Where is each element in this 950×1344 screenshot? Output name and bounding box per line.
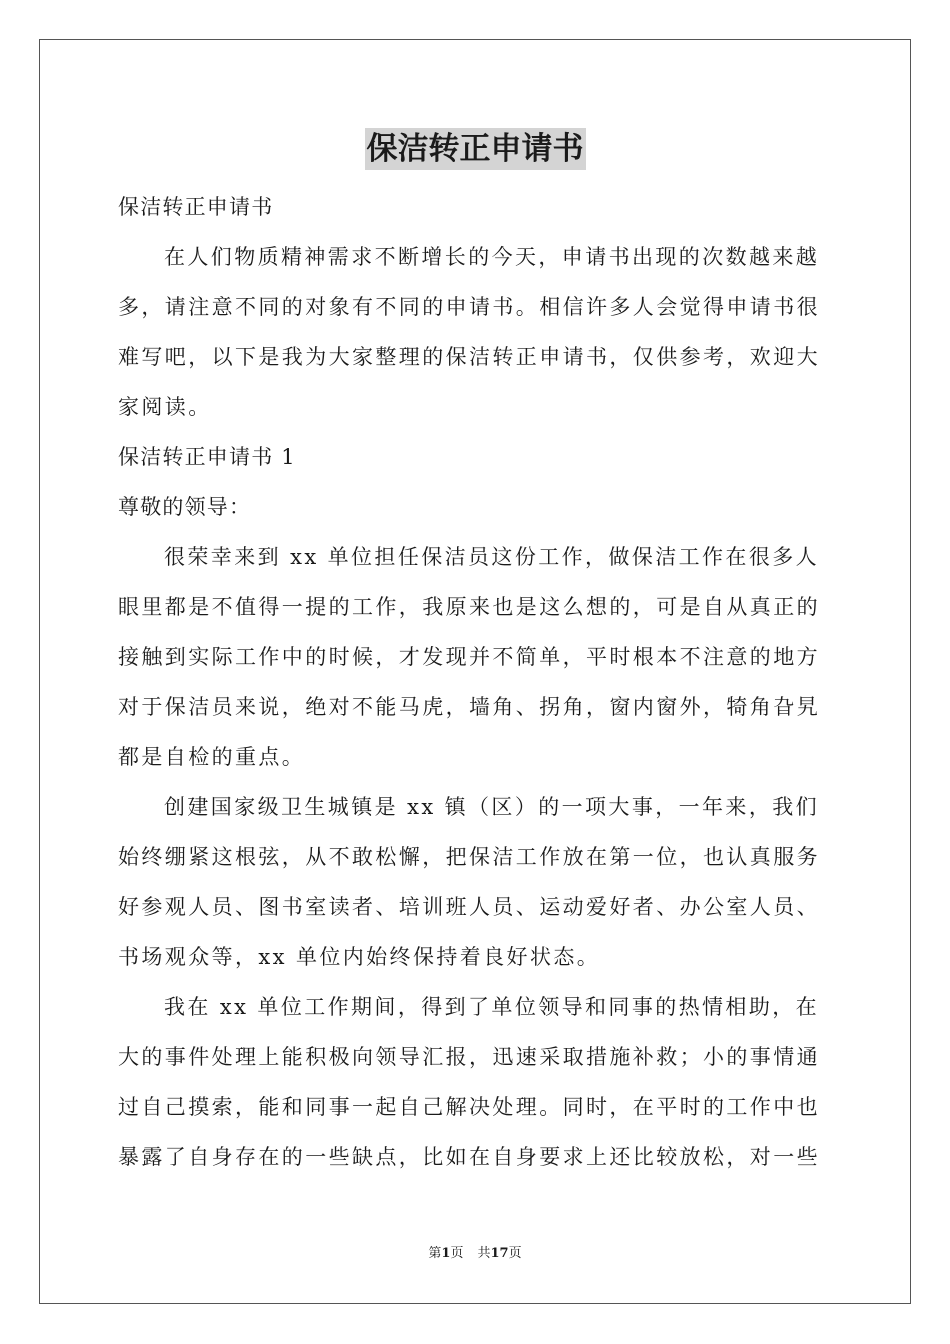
body-line: 在人们物质精神需求不断增长的今天，申请书出现的次数越来越 bbox=[164, 245, 820, 269]
body-line: 对于保洁员来说，绝对不能马虎，墙角、拐角，窗内窗外，犄角旮旯 bbox=[118, 695, 820, 719]
body-line: 书场观众等，xx 单位内始终保持着良好状态。 bbox=[118, 945, 601, 969]
page-prefix: 第 bbox=[428, 1246, 442, 1261]
current-page-number: 1 bbox=[441, 1246, 451, 1261]
document-body bbox=[118, 182, 834, 1182]
body-line: 眼里都是不值得一提的工作，我原来也是这么想的，可是自从真正的 bbox=[118, 595, 820, 619]
title-container bbox=[0, 128, 950, 170]
total-suffix: 页 bbox=[508, 1246, 522, 1261]
page-footer bbox=[0, 1245, 950, 1263]
body-line: 我在 xx 单位工作期间，得到了单位领导和同事的热情相助，在 bbox=[164, 995, 820, 1019]
body-line: 过自己摸索，能和同事一起自己解决处理。同时，在平时的工作中也 bbox=[118, 1095, 820, 1119]
body-line: 大的事件处理上能积极向领导汇报，迅速采取措施补救；小的事情通 bbox=[118, 1045, 820, 1069]
body-line: 家阅读。 bbox=[118, 395, 212, 419]
body-line: 难写吧，以下是我为大家整理的保洁转正申请书，仅供参考，欢迎大 bbox=[118, 345, 820, 369]
page-suffix: 页 bbox=[450, 1246, 464, 1261]
body-line: 都是自检的重点。 bbox=[118, 745, 306, 769]
body-line: 好参观人员、图书室读者、培训班人员、运动爱好者、办公室人员、 bbox=[118, 895, 820, 919]
body-line: 暴露了自身存在的一些缺点，比如在自身要求上还比较放松，对一些 bbox=[118, 1145, 820, 1169]
body-line: 始终绷紧这根弦，从不敢松懈，把保洁工作放在第一位，也认真服务 bbox=[118, 845, 820, 869]
body-line: 多，请注意不同的对象有不同的申请书。相信许多人会觉得申请书很 bbox=[118, 295, 820, 319]
body-line: 接触到实际工作中的时候，才发现并不简单，平时根本不注意的地方 bbox=[118, 645, 820, 669]
body-line: 保洁转正申请书 1 bbox=[118, 445, 296, 469]
body-line: 保洁转正申请书 bbox=[118, 195, 274, 219]
body-line: 创建国家级卫生城镇是 xx 镇（区）的一项大事，一年来，我们 bbox=[164, 795, 820, 819]
body-line: 尊敬的领导： bbox=[118, 495, 252, 519]
body-line: 很荣幸来到 xx 单位担任保洁员这份工作，做保洁工作在很多人 bbox=[164, 545, 820, 569]
total-prefix: 共 bbox=[477, 1246, 491, 1261]
total-page-count: 17 bbox=[490, 1246, 509, 1261]
document-title: 保洁转正申请书 bbox=[365, 128, 586, 170]
